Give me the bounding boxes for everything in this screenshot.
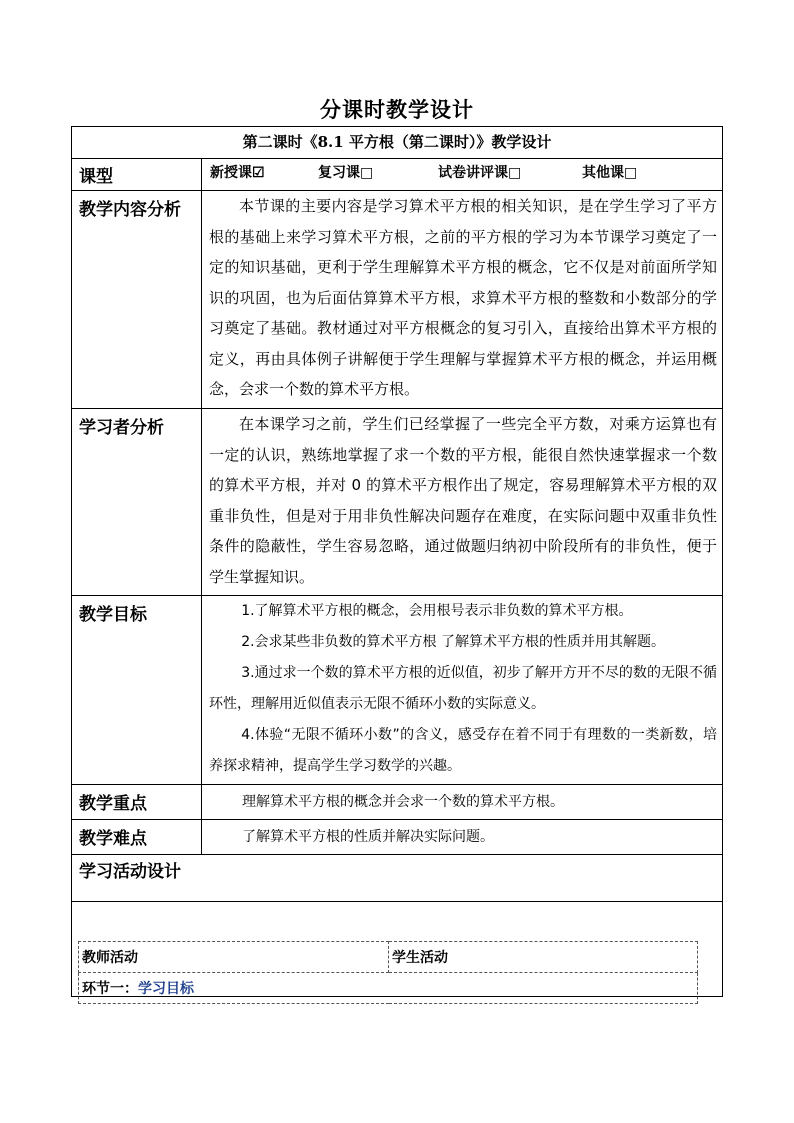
course-type-new[interactable]: 新授课☑: [210, 165, 265, 181]
objective-item: 2.会求某些非负数的算术平方根 了解算术平方根的性质并用其解题。: [241, 634, 665, 650]
course-type-other[interactable]: 其他课□: [582, 165, 638, 181]
page-title: 分课时教学设计: [320, 97, 474, 122]
content-analysis-label: 教学内容分析: [72, 191, 202, 409]
key-point-text: 理解算术平方根的概念并会求一个数的算术平方根。: [202, 785, 723, 820]
objective-item: 3.通过求一个数的算术平方根的近似值，初步了解开方开不尽的数的无限不循环性，理解用近似值表示无限不循环小数的实际意义。: [209, 665, 717, 712]
activity-design-row: [72, 855, 723, 902]
objective-item: 1.了解算术平方根的概念，会用根号表示非负数的算术平方根。: [241, 603, 633, 619]
course-type-exam-review[interactable]: 试卷讲评课□: [438, 165, 522, 181]
course-type-label: 课型: [72, 159, 202, 191]
objectives-row: [72, 596, 723, 785]
learner-analysis-row: [72, 409, 723, 596]
course-type-review[interactable]: 复习课□: [318, 165, 374, 181]
activity-table: [78, 941, 698, 1004]
activity-design-label: 学习活动设计: [72, 855, 723, 902]
student-activity-header: 学生活动: [389, 942, 698, 973]
section-one-row: [79, 973, 698, 1004]
course-type-row: [72, 159, 723, 191]
learner-analysis-text: 在本课学习之前，学生们已经掌握了一些完全平方数，对乘方运算也有一定的认识，熟练地掌握了求一个数的平方根，能很自然快速掌握求一个数的算术平方根，并对 0 的算术平方根作出了规定，容易理解算术平方根的双重非负性，但是对于用非负性解决问题存在难度，在实际问题中双重非负性条件的隐蔽性，学生容易忽略，通过做题归纳初中阶段所有的非负性，便于学生掌握知识。: [209, 415, 717, 586]
section-prefix: 环节一：: [82, 981, 138, 997]
objective-item: 4.体验“无限不循环小数”的含义，感受存在着不同于有理数的一类新数，培养探求精神，提高学生学习数学的兴趣。: [209, 727, 717, 774]
lesson-subtitle: 第二课时《8.1 平方根（第二课时）》教学设计: [72, 127, 723, 159]
objectives-label: 教学目标: [72, 596, 202, 785]
lesson-design-table: [71, 126, 723, 997]
teacher-activity-header: 教师活动: [79, 942, 389, 973]
difficulty-label: 教学难点: [72, 820, 202, 855]
course-type-options: [202, 159, 723, 191]
key-point-row: [72, 785, 723, 820]
difficulty-text: 了解算术平方根的性质并解决实际问题。: [202, 820, 723, 855]
learner-analysis-label: 学习者分析: [72, 409, 202, 596]
key-point-label: 教学重点: [72, 785, 202, 820]
content-analysis-text: 本节课的主要内容是学习算术平方根的相关知识，是在学生学习了平方根的基础上来学习算术平方根，之前的平方根的学习为本节课学习奠定了一定的知识基础，更利于学生理解算术平方根的概念，它不仅是对前面所学知识的巩固，也为后面估算算术平方根，求算术平方根的整数和小数部分的学习奠定了基础。教材通过对平方根概念的复习引入，直接给出算术平方根的定义，再由具体例子讲解便于学生理解与掌握算术平方根的概念，并运用概念，会求一个数的算术平方根。: [209, 197, 717, 398]
difficulty-row: [72, 820, 723, 855]
section-name: 学习目标: [138, 981, 194, 997]
content-analysis-row: [72, 191, 723, 409]
